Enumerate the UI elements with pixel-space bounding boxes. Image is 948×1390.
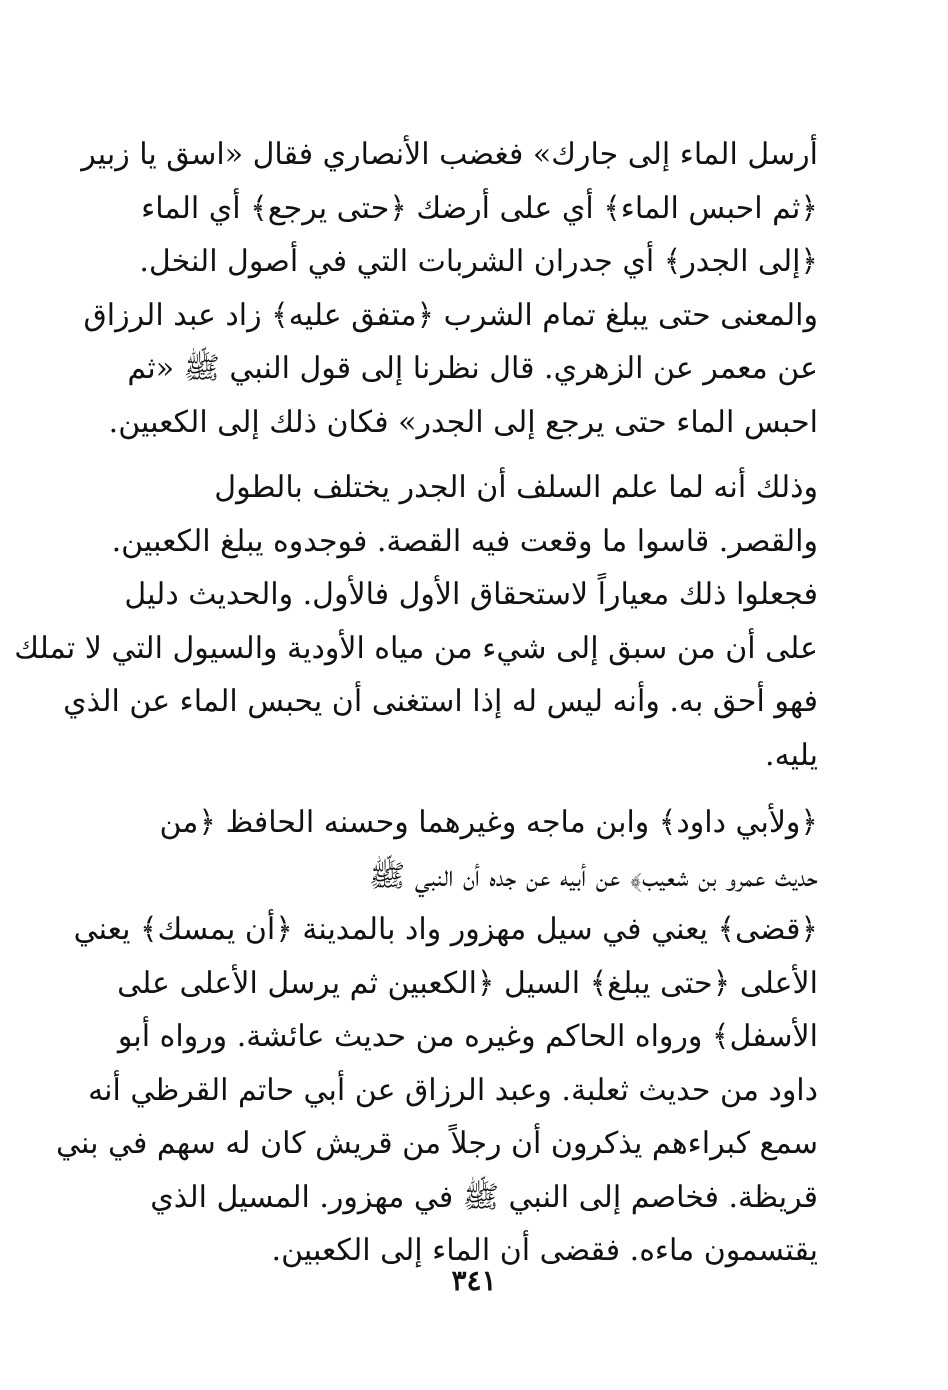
paragraph-2 [14, 461, 818, 782]
text-line: ﴿قضى﴾ يعني في سيل مهزور واد بالمدينة ﴿أن يمسك﴾ يعني [73, 912, 818, 947]
paragraph-3 [56, 796, 818, 1278]
text-line: يقتسمون ماءه. فقضى أن الماء إلى الكعبين. [271, 1233, 818, 1268]
text-line: فهو أحق به. وأنه ليس له إذا استغنى أن يحبس الماء عن الذي [63, 684, 818, 719]
text-line: داود من حديث ثعلبة. وعبد الرزاق عن أبي حاتم القرظي أنه [88, 1072, 818, 1108]
text-line: أرسل الماء إلى جارك» فغضب الأنصاري فقال «اسق يا زبير [81, 137, 818, 172]
text-line: على أن من سبق إلى شيء من مياه الأودية والسيول التي لا تملك [14, 630, 818, 666]
text-line: والمعنى حتى يبلغ تمام الشرب ﴿متفق عليه﴾ زاد عبد الرزاق [83, 297, 818, 333]
text-line: والقصر. قاسوا ما وقعت فيه القصة. فوجدوه يبلغ الكعبين. [111, 523, 818, 559]
text-line: ﴿إلى الجدر﴾ أي جدران الشربات التي في أصول النخل. [139, 244, 818, 279]
page-number: ٣٤١ [451, 1264, 497, 1297]
text-line: يليه. [765, 737, 818, 773]
text-line: الأسفل﴾ ورواه الحاكم وغيره من حديث عائشة. ورواه أبو [117, 1019, 818, 1054]
text-line: ﴿ولأبي داود﴾ وابن ماجه وغيرهما وحسنه الحافظ ﴿من [159, 805, 818, 840]
text-line: ﴿ثم احبس الماء﴾ أي على أرضك ﴿حتى يرجع﴾ أي الماء [141, 190, 818, 226]
text-line: الأعلى ﴿حتى يبلغ﴾ السيل ﴿الكعبين ثم يرسل الأعلى على [117, 965, 818, 1001]
text-line: عن معمر عن الزهري. قال نظرنا إلى قول النبي ﷺ «ثم [127, 351, 818, 386]
text-line: فجعلوا ذلك معياراً لاستحقاق الأول فالأول. والحديث دليل [124, 577, 818, 612]
text-line: وذلك أنه لما علم السلف أن الجدر يختلف بالطول [214, 470, 818, 505]
paragraph-1 [81, 128, 818, 449]
text-line: احبس الماء حتى يرجع إلى الجدر» فكان ذلك إلى الكعبين. [108, 404, 818, 440]
text-line: قريظة. فخاصم إلى النبي ﷺ في مهزور. المسيل الذي [150, 1179, 818, 1215]
text-line: سمع كبراءهم يذكرون أن رجلاً من قريش كان له سهم في بني [56, 1126, 818, 1161]
text-line: حديث عمرو بن شعيب﴾ عن أبيه عن جده أن النبي ﷺ [368, 858, 818, 894]
